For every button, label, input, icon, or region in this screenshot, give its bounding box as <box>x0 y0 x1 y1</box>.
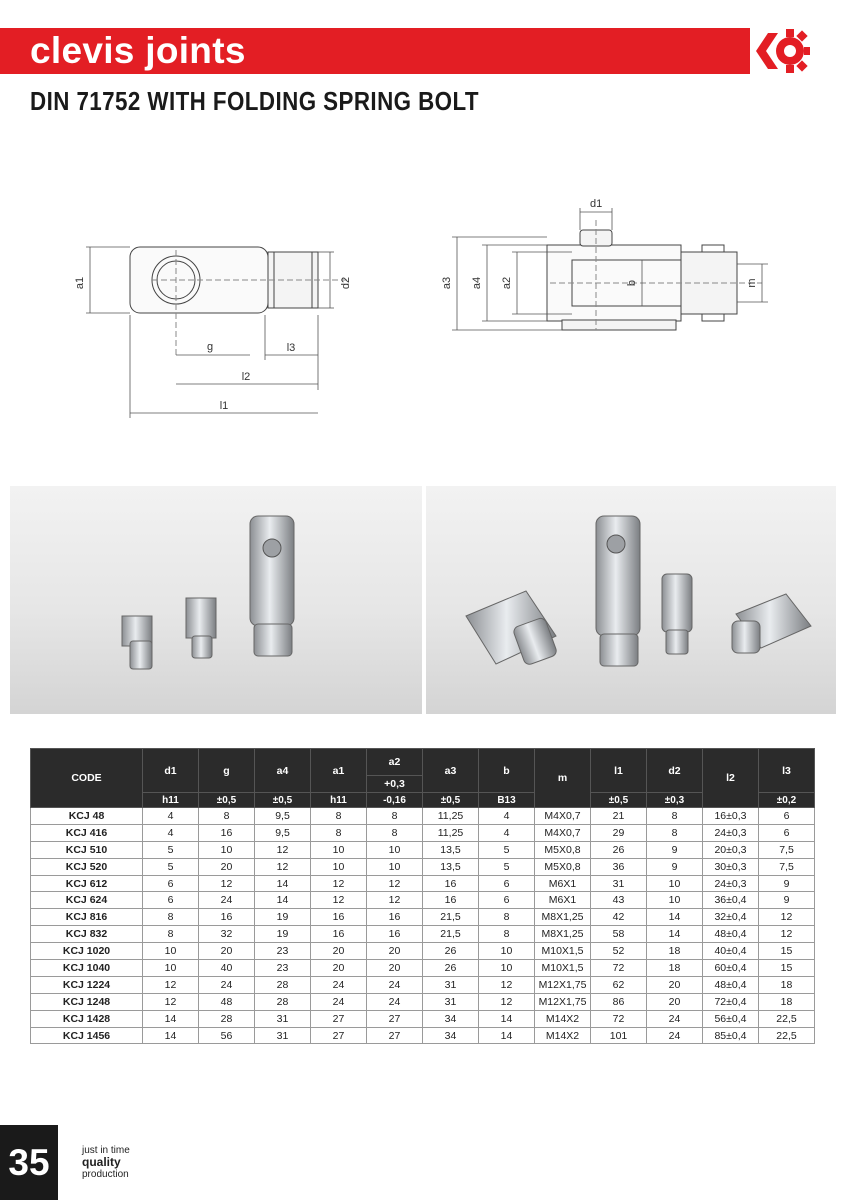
tolerance-b: B13 <box>479 793 535 808</box>
dim-label-l2: l2 <box>241 371 251 383</box>
cell-a2: 12 <box>367 875 423 892</box>
table-row <box>31 841 815 858</box>
cell-l3: 9 <box>759 875 815 892</box>
cell-b: 6 <box>479 875 535 892</box>
cell-l1: 72 <box>591 960 647 977</box>
cell-l2: 32±0,4 <box>703 909 759 926</box>
cell-m: M5X0,8 <box>535 841 591 858</box>
header-code: CODE <box>31 749 143 808</box>
dim-label-d2: d2 <box>340 276 352 290</box>
dim-label-d1: d1 <box>590 198 603 210</box>
header-l1: l1 <box>591 749 647 793</box>
tolerance-a2-upper: +0,3 <box>367 776 423 793</box>
cell-d2: 10 <box>647 892 703 909</box>
cell-a3: 16 <box>423 875 479 892</box>
dim-label-a2: a2 <box>501 276 513 290</box>
cell-a4: 23 <box>255 960 311 977</box>
cell-a3: 31 <box>423 993 479 1010</box>
product-photo-left <box>10 486 422 714</box>
cell-l1: 72 <box>591 1010 647 1027</box>
cell-code: KCJ 832 <box>31 926 143 943</box>
cell-code: KCJ 1224 <box>31 976 143 993</box>
cell-g: 12 <box>199 875 255 892</box>
cell-l3: 22,5 <box>759 1027 815 1044</box>
cell-b: 12 <box>479 976 535 993</box>
cell-a3: 16 <box>423 892 479 909</box>
cell-d2: 18 <box>647 943 703 960</box>
header-a4: a4 <box>255 749 311 793</box>
cell-a2: 24 <box>367 993 423 1010</box>
cell-d1: 4 <box>143 808 199 825</box>
cell-a2: 20 <box>367 943 423 960</box>
cell-a1: 12 <box>311 875 367 892</box>
cell-l1: 58 <box>591 926 647 943</box>
cell-code: KCJ 1248 <box>31 993 143 1010</box>
tolerance-d2: ±0,3 <box>647 793 703 808</box>
page-number: 35 <box>0 1125 58 1200</box>
cell-d1: 10 <box>143 960 199 977</box>
table-row <box>31 875 815 892</box>
spec-table-body <box>31 808 815 1044</box>
cell-m: M4X0,7 <box>535 824 591 841</box>
cell-m: M14X2 <box>535 1027 591 1044</box>
cell-l3: 12 <box>759 926 815 943</box>
spec-table <box>30 748 815 1044</box>
cell-l3: 18 <box>759 993 815 1010</box>
cell-l3: 6 <box>759 808 815 825</box>
cell-l1: 101 <box>591 1027 647 1044</box>
cell-l2: 20±0,3 <box>703 841 759 858</box>
cell-l3: 12 <box>759 909 815 926</box>
cell-a3: 34 <box>423 1027 479 1044</box>
cell-code: KCJ 48 <box>31 808 143 825</box>
cell-d1: 5 <box>143 858 199 875</box>
cell-b: 4 <box>479 824 535 841</box>
cell-a4: 12 <box>255 841 311 858</box>
cell-b: 10 <box>479 960 535 977</box>
cell-m: M8X1,25 <box>535 926 591 943</box>
cell-code: KCJ 816 <box>31 909 143 926</box>
product-subtitle: DIN 71752 WITH FOLDING SPRING BOLT <box>30 86 480 116</box>
cell-b: 8 <box>479 926 535 943</box>
cell-d1: 14 <box>143 1027 199 1044</box>
dim-label-a4: a4 <box>471 276 483 290</box>
cell-b: 10 <box>479 943 535 960</box>
cell-a4: 12 <box>255 858 311 875</box>
cell-a3: 26 <box>423 960 479 977</box>
cell-d1: 5 <box>143 841 199 858</box>
cell-a1: 16 <box>311 909 367 926</box>
cell-d2: 20 <box>647 976 703 993</box>
cell-code: KCJ 510 <box>31 841 143 858</box>
cell-d2: 20 <box>647 993 703 1010</box>
cell-b: 5 <box>479 858 535 875</box>
cell-l3: 22,5 <box>759 1010 815 1027</box>
header-b: b <box>479 749 535 793</box>
cell-m: M14X2 <box>535 1010 591 1027</box>
cell-a3: 13,5 <box>423 841 479 858</box>
cell-l3: 9 <box>759 892 815 909</box>
clevis-parts-illustration-right <box>426 486 836 714</box>
dim-label-b: b <box>626 279 638 287</box>
page-title: clevis joints <box>30 30 246 71</box>
cell-a1: 16 <box>311 926 367 943</box>
cell-m: M8X1,25 <box>535 909 591 926</box>
cell-a3: 31 <box>423 976 479 993</box>
tolerance-g: ±0,5 <box>199 793 255 808</box>
tolerance-a2-lower: -0,16 <box>367 793 423 808</box>
cell-a2: 27 <box>367 1010 423 1027</box>
cell-m: M5X0,8 <box>535 858 591 875</box>
table-row <box>31 943 815 960</box>
cell-a2: 16 <box>367 926 423 943</box>
cell-a4: 31 <box>255 1010 311 1027</box>
dim-label-l3: l3 <box>286 342 296 354</box>
cell-d2: 18 <box>647 960 703 977</box>
cell-g: 32 <box>199 926 255 943</box>
cell-a1: 8 <box>311 808 367 825</box>
table-row <box>31 1010 815 1027</box>
cell-d2: 24 <box>647 1010 703 1027</box>
brand-gear-logo-icon <box>752 23 810 79</box>
cell-code: KCJ 612 <box>31 875 143 892</box>
footer-tagline <box>82 1145 130 1180</box>
cell-g: 20 <box>199 858 255 875</box>
cell-g: 16 <box>199 824 255 841</box>
dim-label-m: m <box>746 278 758 288</box>
cell-d1: 8 <box>143 909 199 926</box>
cell-d1: 6 <box>143 892 199 909</box>
cell-a3: 21,5 <box>423 909 479 926</box>
header-a1: a1 <box>311 749 367 793</box>
cell-g: 24 <box>199 976 255 993</box>
cell-code: KCJ 1040 <box>31 960 143 977</box>
cell-a4: 9,5 <box>255 808 311 825</box>
title-banner <box>0 28 750 74</box>
cell-l1: 86 <box>591 993 647 1010</box>
cell-m: M4X0,7 <box>535 808 591 825</box>
cell-m: M10X1,5 <box>535 960 591 977</box>
tagline-line-1: just in time <box>82 1145 130 1156</box>
cell-g: 16 <box>199 909 255 926</box>
cell-a4: 19 <box>255 909 311 926</box>
cell-l1: 62 <box>591 976 647 993</box>
cell-a2: 20 <box>367 960 423 977</box>
cell-m: M12X1,75 <box>535 976 591 993</box>
cell-b: 5 <box>479 841 535 858</box>
table-row <box>31 892 815 909</box>
cell-a1: 24 <box>311 976 367 993</box>
cell-a4: 19 <box>255 926 311 943</box>
tagline-line-3: production <box>82 1169 129 1180</box>
header-m: m <box>535 749 591 808</box>
cell-l2: 48±0,4 <box>703 926 759 943</box>
cell-d2: 8 <box>647 824 703 841</box>
cell-g: 40 <box>199 960 255 977</box>
cell-l1: 43 <box>591 892 647 909</box>
cell-b: 12 <box>479 993 535 1010</box>
cell-l1: 36 <box>591 858 647 875</box>
tolerance-d1: h11 <box>143 793 199 808</box>
cell-g: 56 <box>199 1027 255 1044</box>
cell-l2: 85±0,4 <box>703 1027 759 1044</box>
cell-a2: 16 <box>367 909 423 926</box>
cell-m: M6X1 <box>535 875 591 892</box>
table-row <box>31 808 815 825</box>
dim-label-a3: a3 <box>441 276 453 290</box>
cell-l1: 42 <box>591 909 647 926</box>
cell-l2: 72±0,4 <box>703 993 759 1010</box>
tolerance-l3: ±0,2 <box>759 793 815 808</box>
cell-l2: 16±0,3 <box>703 808 759 825</box>
cell-l2: 30±0,3 <box>703 858 759 875</box>
dim-label-g: g <box>206 341 214 353</box>
header-a3: a3 <box>423 749 479 793</box>
cell-l1: 52 <box>591 943 647 960</box>
cell-b: 14 <box>479 1010 535 1027</box>
cell-d1: 12 <box>143 976 199 993</box>
cell-l3: 15 <box>759 943 815 960</box>
cell-l3: 7,5 <box>759 841 815 858</box>
header-g: g <box>199 749 255 793</box>
cell-a1: 12 <box>311 892 367 909</box>
header-l2: l2 <box>703 749 759 808</box>
cell-a4: 31 <box>255 1027 311 1044</box>
cell-b: 8 <box>479 909 535 926</box>
table-row <box>31 858 815 875</box>
table-row <box>31 926 815 943</box>
cell-a3: 11,25 <box>423 824 479 841</box>
cell-b: 6 <box>479 892 535 909</box>
cell-a1: 8 <box>311 824 367 841</box>
tolerance-a4: ±0,5 <box>255 793 311 808</box>
cell-a4: 9,5 <box>255 824 311 841</box>
cell-a2: 24 <box>367 976 423 993</box>
cell-d1: 10 <box>143 943 199 960</box>
cell-d2: 14 <box>647 909 703 926</box>
cell-l3: 18 <box>759 976 815 993</box>
side-view-drawing <box>60 190 390 420</box>
cell-m: M10X1,5 <box>535 943 591 960</box>
cell-a1: 10 <box>311 841 367 858</box>
cell-l2: 24±0,3 <box>703 824 759 841</box>
header-d1: d1 <box>143 749 199 793</box>
cell-d2: 14 <box>647 926 703 943</box>
table-row <box>31 909 815 926</box>
table-row <box>31 976 815 993</box>
cell-a1: 10 <box>311 858 367 875</box>
cell-a4: 28 <box>255 993 311 1010</box>
cell-d2: 8 <box>647 808 703 825</box>
table-row <box>31 824 815 841</box>
cell-g: 20 <box>199 943 255 960</box>
product-photo-right <box>426 486 836 714</box>
cell-l3: 15 <box>759 960 815 977</box>
cell-d1: 14 <box>143 1010 199 1027</box>
cell-l2: 56±0,4 <box>703 1010 759 1027</box>
cell-m: M6X1 <box>535 892 591 909</box>
cell-a3: 26 <box>423 943 479 960</box>
tolerance-a1: h11 <box>311 793 367 808</box>
cell-code: KCJ 1456 <box>31 1027 143 1044</box>
cell-l3: 7,5 <box>759 858 815 875</box>
tolerance-a3: ±0,5 <box>423 793 479 808</box>
cell-l2: 24±0,3 <box>703 875 759 892</box>
cell-code: KCJ 624 <box>31 892 143 909</box>
dim-label-l1: l1 <box>219 400 229 412</box>
cell-d2: 9 <box>647 841 703 858</box>
cell-a3: 21,5 <box>423 926 479 943</box>
cell-g: 48 <box>199 993 255 1010</box>
cell-code: KCJ 1428 <box>31 1010 143 1027</box>
cell-l2: 48±0,4 <box>703 976 759 993</box>
cell-d1: 8 <box>143 926 199 943</box>
cell-a4: 14 <box>255 892 311 909</box>
cell-a2: 8 <box>367 824 423 841</box>
cell-g: 10 <box>199 841 255 858</box>
cell-b: 14 <box>479 1027 535 1044</box>
cell-d1: 4 <box>143 824 199 841</box>
cell-a1: 24 <box>311 993 367 1010</box>
cell-g: 24 <box>199 892 255 909</box>
cell-l2: 36±0,4 <box>703 892 759 909</box>
cell-a2: 10 <box>367 858 423 875</box>
cell-d2: 10 <box>647 875 703 892</box>
cell-d2: 24 <box>647 1027 703 1044</box>
cell-l1: 31 <box>591 875 647 892</box>
cell-a2: 10 <box>367 841 423 858</box>
tagline-line-2: quality <box>82 1155 121 1169</box>
cell-a4: 14 <box>255 875 311 892</box>
cell-a3: 11,25 <box>423 808 479 825</box>
cell-l1: 29 <box>591 824 647 841</box>
cell-a3: 34 <box>423 1010 479 1027</box>
table-row <box>31 993 815 1010</box>
header-d2: d2 <box>647 749 703 793</box>
cell-l2: 40±0,4 <box>703 943 759 960</box>
cell-b: 4 <box>479 808 535 825</box>
cell-m: M12X1,75 <box>535 993 591 1010</box>
table-row <box>31 1027 815 1044</box>
header-l3: l3 <box>759 749 815 793</box>
cell-a4: 28 <box>255 976 311 993</box>
cell-l2: 60±0,4 <box>703 960 759 977</box>
cell-a3: 13,5 <box>423 858 479 875</box>
cell-l1: 21 <box>591 808 647 825</box>
cell-d2: 9 <box>647 858 703 875</box>
cell-code: KCJ 1020 <box>31 943 143 960</box>
tolerance-l1: ±0,5 <box>591 793 647 808</box>
cell-g: 28 <box>199 1010 255 1027</box>
cell-a4: 23 <box>255 943 311 960</box>
cell-a2: 27 <box>367 1027 423 1044</box>
cell-code: KCJ 416 <box>31 824 143 841</box>
cell-a1: 27 <box>311 1010 367 1027</box>
front-view-drawing <box>432 190 792 340</box>
cell-d1: 6 <box>143 875 199 892</box>
cell-a1: 20 <box>311 960 367 977</box>
cell-code: KCJ 520 <box>31 858 143 875</box>
clevis-parts-illustration-left <box>10 486 422 714</box>
table-row <box>31 960 815 977</box>
cell-g: 8 <box>199 808 255 825</box>
cell-l1: 26 <box>591 841 647 858</box>
cell-d1: 12 <box>143 993 199 1010</box>
dim-label-a1: a1 <box>74 276 86 290</box>
cell-a1: 20 <box>311 943 367 960</box>
cell-a1: 27 <box>311 1027 367 1044</box>
cell-a2: 12 <box>367 892 423 909</box>
header-a2: a2 <box>367 749 423 776</box>
cell-l3: 6 <box>759 824 815 841</box>
cell-a2: 8 <box>367 808 423 825</box>
